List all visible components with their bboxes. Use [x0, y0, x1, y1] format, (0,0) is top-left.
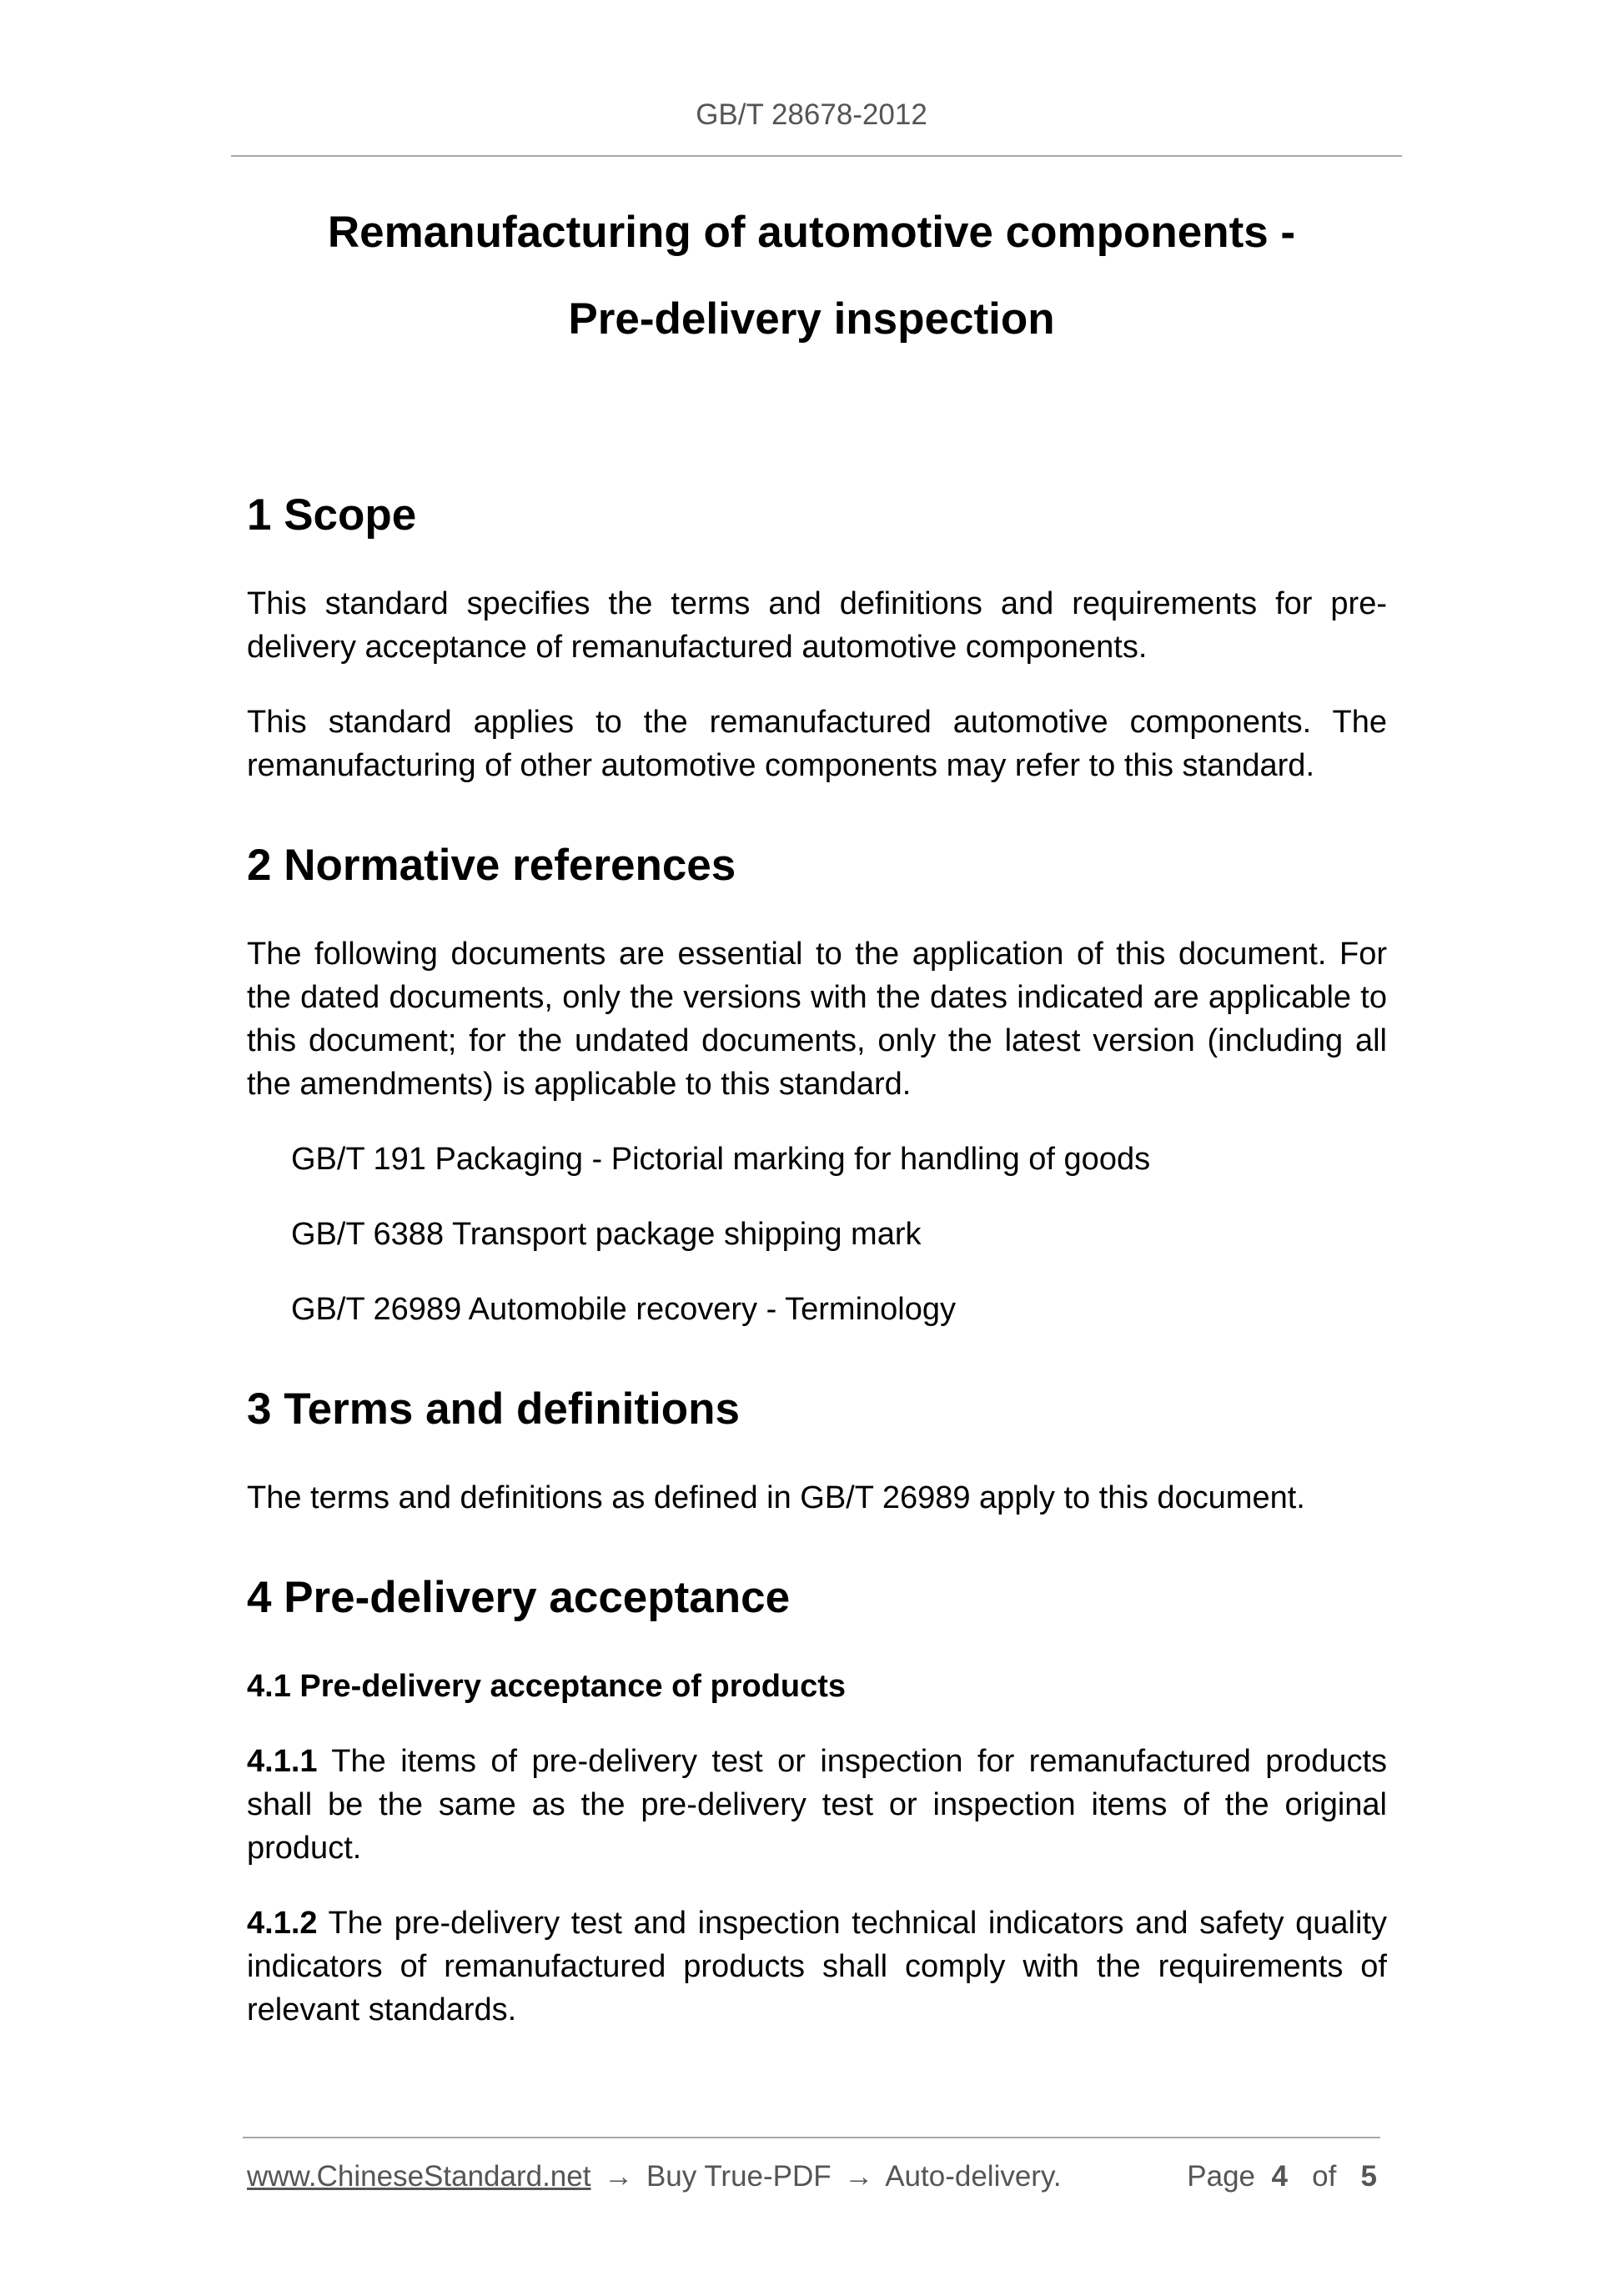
- reference-item: GB/T 26989 Automobile recovery - Terminology: [291, 1292, 956, 1327]
- footer-left-text: [247, 2160, 1062, 2193]
- header-divider: [231, 155, 1402, 157]
- section-heading-terms-and-definitions: 3 Terms and definitions: [247, 1384, 740, 1434]
- reference-item: GB/T 191 Packaging - Pictorial marking for handling of goods: [291, 1142, 1151, 1177]
- buy-pdf-text: Buy True-PDF: [646, 2160, 832, 2193]
- normative-references-paragraph: The following documents are essential to the application of this document. For the dated documents, only the versions with the dates indicated are applicable to this document; for the undated documents, only the latest version (including all the amendments) is applicable to this standard.: [247, 937, 1387, 1102]
- clause-text: The items of pre-delivery test or inspection for remanufactured products shall be the same as the pre-delivery test or inspection items of the original product.: [247, 1744, 1387, 1866]
- footer-divider: [243, 2137, 1380, 2138]
- clause-number: 4.1.1: [247, 1744, 318, 1779]
- clause-4-1-2: [247, 1902, 1387, 2032]
- terms-paragraph: The terms and definitions as defined in GB/T 26989 apply to this document.: [247, 1480, 1305, 1515]
- page-label: Page: [1187, 2160, 1256, 2193]
- scope-paragraph-2: This standard applies to the remanufactured automotive components. The remanufacturing of other automotive components may refer to this standard.: [247, 705, 1387, 783]
- section-heading-scope: 1 Scope: [247, 490, 417, 540]
- clause-text: The pre-delivery test and inspection technical indicators and safety quality indicators of remanufactured products shall comply with the requirements of relevant standards.: [247, 1906, 1388, 2027]
- scope-paragraph-1: This standard specifies the terms and definitions and requirements for pre-delivery acceptance of remanufactured automotive components.: [247, 586, 1387, 665]
- section-heading-pre-delivery-acceptance: 4 Pre-delivery acceptance: [247, 1573, 791, 1622]
- auto-delivery-text: Auto-delivery.: [885, 2160, 1062, 2193]
- page-footer: [247, 2160, 1387, 2202]
- section-heading-normative-references: 2 Normative references: [247, 841, 736, 890]
- arrow-right-icon: →: [844, 2160, 874, 2193]
- document-title-line-2: Pre-delivery inspection: [568, 294, 1055, 344]
- current-page-number: 4: [1271, 2160, 1288, 2193]
- total-page-count: 5: [1360, 2160, 1377, 2193]
- clause-number: 4.1.2: [247, 1906, 318, 1941]
- page-number-indicator: [1187, 2160, 1377, 2193]
- subsection-heading-4-1: 4.1 Pre-delivery acceptance of products: [247, 1669, 847, 1704]
- reference-item: GB/T 6388 Transport package shipping mark: [291, 1217, 922, 1252]
- document-title-line-1: Remanufacturing of automotive components -: [327, 208, 1296, 257]
- arrow-right-icon: →: [604, 2160, 634, 2193]
- standard-code-header: GB/T 28678-2012: [696, 98, 927, 131]
- of-label: of: [1312, 2160, 1337, 2193]
- clause-4-1-1: [247, 1740, 1387, 1870]
- document-body: [247, 485, 1387, 2032]
- website-link[interactable]: www.ChineseStandard.net: [247, 2160, 591, 2193]
